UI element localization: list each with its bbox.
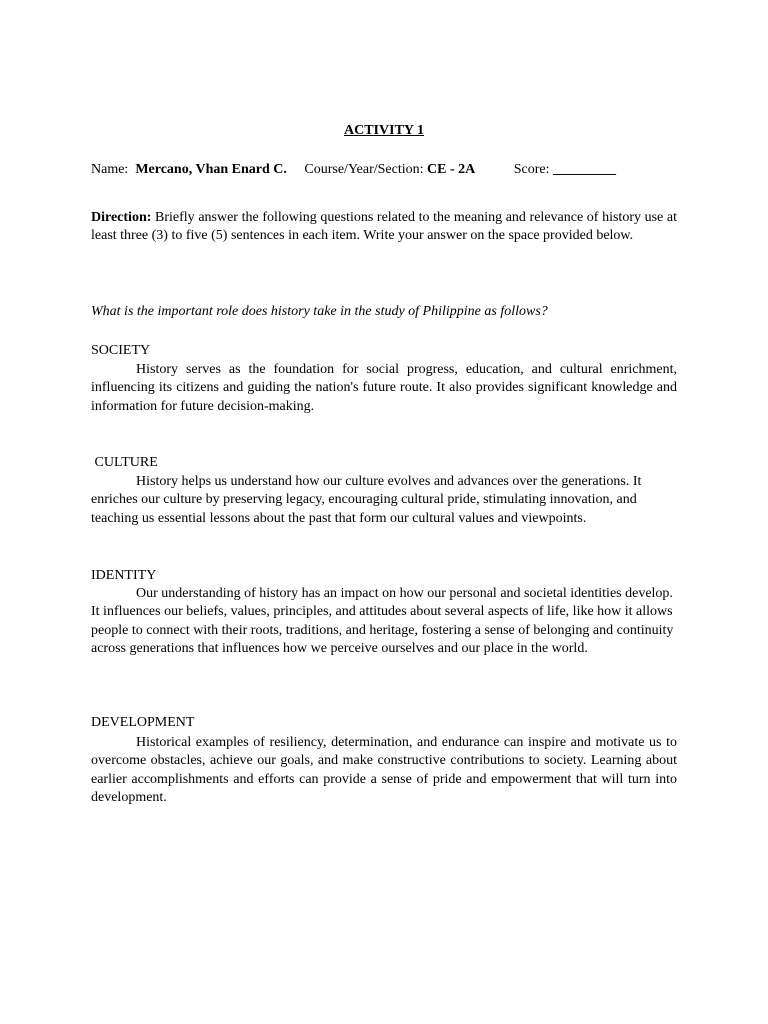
- score-label: Score:: [513, 162, 550, 177]
- section-heading-society: SOCIETY: [91, 343, 151, 358]
- section-heading-identity: IDENTITY: [91, 568, 157, 583]
- direction-paragraph: [91, 209, 677, 246]
- answer-society: History serves as the foundation for social progress, education, and cultural enrichment, influencing its citizens and guiding the nation's future route. It also provides significant knowledge and information for future decision-making.: [91, 362, 677, 414]
- answer-identity: Our understanding of history has an impact on how our personal and societal identities develop. It influences our beliefs, values, principles, and attitudes about several aspects of life, like how it allows people to connect with their roots, traditions, and heritage, fostering a sense of belonging and continuity across generations that influences how we perceive ourselves and our place in the world.: [91, 586, 674, 657]
- answer-culture: History helps us understand how our culture evolves and advances over the generations. It enriches our culture by preserving legacy, encouraging cultural pride, stimulating innovation, and teaching us essential lessons about the past that form our cultural values and viewpoints.: [91, 474, 642, 526]
- section-heading-culture: CULTURE: [91, 455, 158, 470]
- course-label: Course/Year/Section:: [304, 162, 424, 177]
- name-value: Mercano, Vhan Enard C.: [135, 162, 287, 177]
- course-value: CE - 2A: [427, 162, 476, 177]
- answer-development: Historical examples of resiliency, determination, and endurance can inspire and motivate us to overcome obstacles, achieve our goals, and make constructive contributions to society. Learning about earlier accomplishments and efforts can provide a sense of pride and empowerment that will turn into development.: [91, 735, 677, 806]
- section-heading-development: DEVELOPMENT: [91, 715, 195, 730]
- score-blank: _________: [553, 162, 617, 177]
- direction-text: Briefly answer the following questions related to the meaning and relevance of history use at least three (3) to five (5) sentences in each item. Write your answer on the space provided below.: [91, 210, 677, 244]
- student-info-line: [91, 161, 677, 179]
- direction-label: Direction:: [91, 210, 152, 225]
- document-page: [91, 0, 677, 1024]
- activity-title: ACTIVITY 1: [344, 123, 424, 138]
- name-label: Name:: [91, 162, 129, 177]
- question-prompt: What is the important role does history take in the study of Philippine as follows?: [91, 304, 548, 319]
